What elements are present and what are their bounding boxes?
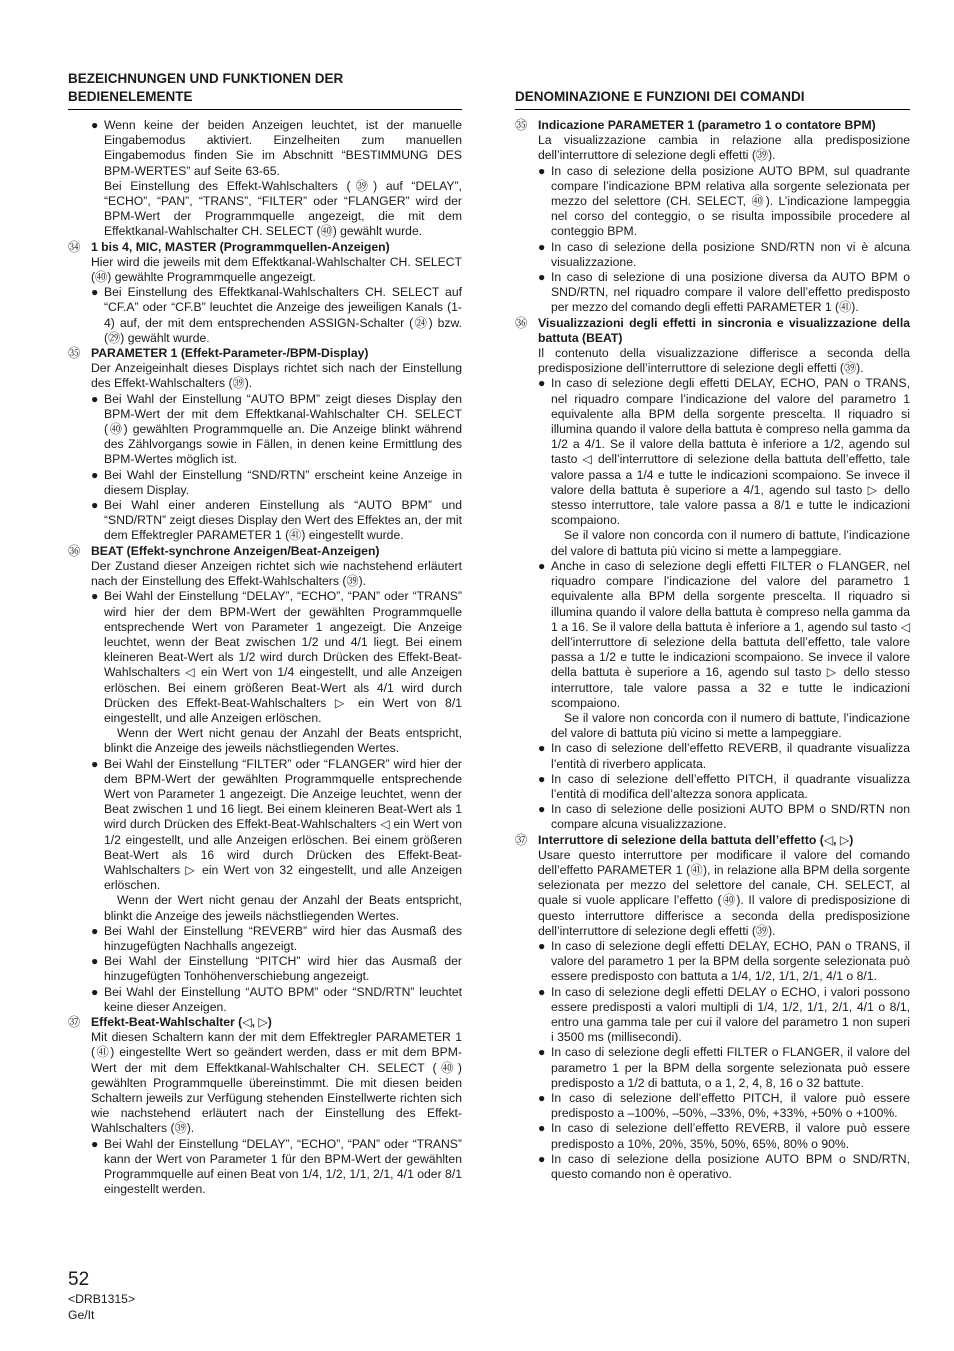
bullet-icon: ●	[91, 984, 99, 999]
bullet-text: In caso di selezione dell’effetto PITCH, il quadrante visualizza l’entità di modifica dell’altezza sonora applicata.	[551, 771, 910, 801]
heading-rule	[68, 109, 462, 110]
left-body	[68, 118, 462, 1197]
bullet-item	[68, 757, 462, 894]
bullet-text: Bei Wahl der Einstellung “DELAY”, “ECHO”, “PAN” oder “TRANS” wird hier der dem BPM-Wert der gewählten Programmquelle entsprechende Wert von Parameter 1 angezeigt. Die Anzeige leuchtet, wenn der Beat zwischen 1/2 und 4/1 liegt. Bei einem kleineren Beat-Wert als 1/2 wird durch Drücken des Effekt-Beat-Wahlschalters ◁ ein Wert von 1/4 eingestellt, und alle Anzeigen erlöschen. Bei einem größeren Beat-Wert als 4/1 wird durch Drücken des Effekt-Beat-Wahlschalters ▷ ein Wert von 8/1 eingestellt, und alle Anzeigen erlöschen.	[104, 589, 462, 725]
item-title: 1 bis 4, MIC, MASTER (Programmquellen-Anzeigen)	[91, 239, 390, 254]
bullet-icon: ●	[538, 741, 546, 756]
bullet-item	[68, 285, 462, 346]
bullet-item	[515, 1121, 910, 1151]
body-paragraph: Wenn der Wert nicht genau der Anzahl der Beats entspricht, blinkt die Anzeige des jeweils nächstliegenden Wertes.	[104, 893, 462, 923]
item-heading	[68, 544, 462, 559]
item-number: ㊱	[68, 543, 81, 558]
bullet-item	[515, 240, 910, 270]
section-heading: DENOMINAZIONE E FUNZIONI DEI COMANDI	[515, 89, 805, 104]
item-heading	[68, 346, 462, 361]
bullet-text: Bei Wahl der Einstellung “FILTER” oder “FLANGER” wird hier der dem BPM-Wert der gewählten Programmquelle entsprechende Wert von Parameter 1 angezeigt. Die Anzeige leuchtet, wenn der Beat zwischen 1 und 16 liegt. Bei einem kleineren Beat-Wert als 1 wird durch Drücken des Effekt-Beat-Wahlschalters ◁ ein Wert von 1/2 eingestellt, und alle Anzeigen erlöschen. Bei einem größeren Beat-Wert als 16 wird durch Drücken des Effekt-Beat-Wahlschalters ▷ ein Wert von 32 eingestellt, und alle Anzeigen erlöschen.	[104, 756, 462, 893]
bullet-item	[68, 498, 462, 544]
bullet-item	[68, 954, 462, 984]
bullet-item	[68, 468, 462, 498]
body-paragraph: Usare questo interruttore per modificare il valore del comando dell’effetto PARAMETER 1 (㊶), in relazione alla BPM della sorgente selezionata per mezzo del selettore del canale, CH. SELECT, al quale si vuole applicare l’effetto (㊵). Il valore di predisposizione di questo interruttore differisce a seconda della predisposizione dell’interruttore di selezione degli effetti (㊴).	[538, 847, 910, 938]
bullet-item	[68, 589, 462, 726]
body-paragraph: Bei Einstellung des Effekt-Wahlschalters (㊴) auf “DELAY”, “ECHO”, “PAN”, “TRANS”, “FILTER” oder “FLANGER” wird der BPM-Wert der Programmquelle angezeigt, die mit dem Effektkanal-Wahlschalter CH. SELECT (㊵) gewählt wurde.	[104, 178, 462, 239]
page-number: 52	[68, 1269, 90, 1290]
bullet-text: Wenn keine der beiden Anzeigen leuchtet, ist der manuelle Eingabemodus aktiviert. Einzelheiten zum manuellen Eingabemodus finden Sie im Abschnitt “BESTIMMUNG DES BPM-WERTES” auf Seite 63-65.	[104, 118, 462, 178]
bullet-item	[515, 1152, 910, 1182]
bullet-text: Bei Wahl der Einstellung “SND/RTN” erscheint keine Anzeige in diesem Display.	[104, 467, 462, 497]
item-number: ㊲	[68, 1014, 81, 1029]
bullet-item	[68, 1137, 462, 1198]
bullet-icon: ●	[538, 239, 546, 254]
language-code: Ge/It	[68, 1307, 95, 1322]
bullet-text: In caso di selezione degli effetti DELAY, ECHO, PAN o TRANS, nel riquadro compare l’indicazione del valore del parametro 1 equivalente alla BPM della sorgente prescelta. Il riquadro si illumina quando il valore della battuta è compreso nella gamma da 1/2 a 4/1. Se il valore della battuta è inferiore a 1/2, agendo sul tasto ◁ dell’interruttore di selezione della battuta dell’effetto, tale valore passa a 1/4 e tutte le indicazioni scompaiono. Se invece il valore della battuta è superiore a 4/1, agendo sul tasto ▷ dello stesso interruttore, tale valore passa a 8/1 e tutte le indicazioni scompaiono.	[551, 376, 910, 528]
bullet-text: In caso di selezione della posizione AUTO BPM, sul quadrante compare l’indicazione BPM relativa alla sorgente selezionata per mezzo del selettore (CH. SELECT, ㊵). L’indicazione lampeggia nel corso del conteggio, o se risulta impossibile procedere al conteggio BPM.	[551, 163, 910, 239]
right-body	[515, 118, 910, 1182]
bullet-item	[515, 985, 910, 1046]
bullet-text: In caso di selezione degli effetti DELAY, ECHO, PAN o TRANS, il valore del parametro 1 per la BPM della sorgente selezionata può essere predisposto con battuta a 1/4, 1/2, 1/1, 2/1, 4/1 o 8/1.	[551, 938, 910, 984]
bullet-icon: ●	[91, 467, 99, 482]
item-number: ㊱	[515, 315, 528, 330]
bullet-icon: ●	[538, 376, 546, 391]
bullet-text: In caso di selezione degli effetti FILTER o FLANGER, il valore del parametro 1 per la BPM della sorgente selezionata può essere predisposto a 1/2 di battuta, o a 1, 2, 4, 8, 16 o 32 battute.	[551, 1045, 910, 1090]
body-paragraph: Se il valore non concorda con il numero di battute, l’indicazione del valore di battuta più vicino si mette a lampeggiare.	[551, 710, 910, 741]
item-number: ㉟	[515, 118, 528, 132]
bullet-text: Bei Einstellung des Effektkanal-Wahlschalters CH. SELECT auf “CF.A” oder “CF.B” leuchtet die Anzeige des jeweiligen Kanals (1-4) auf, der mit dem entsprechenden ASSIGN-Schalter (㉔) bzw. (㉙) gewählt wurde.	[104, 285, 462, 345]
bullet-icon: ●	[91, 954, 99, 969]
bullet-icon: ●	[538, 1151, 546, 1166]
bullet-item	[515, 802, 910, 832]
body-paragraph: Se il valore non concorda con il numero di battute, l’indicazione del valore di battuta più vicino si mette a lampeggiare.	[551, 528, 910, 558]
bullet-icon: ●	[91, 391, 99, 406]
bullet-icon: ●	[91, 118, 99, 132]
bullet-icon: ●	[538, 1121, 546, 1136]
bullet-icon: ●	[538, 802, 546, 817]
bullet-item	[515, 772, 910, 802]
bullet-icon: ●	[538, 558, 546, 573]
bullet-item	[515, 559, 910, 711]
bullet-text: Bei Wahl der Einstellung “AUTO BPM” zeigt dieses Display den BPM-Wert der mit dem Effektkanal-Wahlschalter CH. SELECT (㊵) gewählten Programmquelle an. Die Anzeige blinkt während des Zählvorgangs sowie in Fällen, in denen keine Ermittlung des BPM-Wertes möglich ist.	[104, 391, 462, 467]
page-footer	[68, 1268, 135, 1323]
bullet-item	[68, 924, 462, 954]
right-column	[515, 68, 910, 1182]
bullet-item	[515, 1045, 910, 1091]
bullet-text: Anche in caso di selezione degli effetti FILTER o FLANGER, nel riquadro compare l’indicazione del valore del parametro 1 equivalente alla BPM della sorgente prescelta. Il riquadro si illumina quando il valore della battuta è compreso nella gamma da 1 a 16. Se il valore della battuta è inferiore a 1, agendo sul tasto ◁ dell’interruttore di selezione della battuta dell’effetto, tale valore passa a 1/2 e tutte le indicazioni scompaiono. Se invece il valore della battuta è superiore a 16, agendo sul tasto ▷ dello stesso interruttore, tale valore passa a 32 e tutte le indicazioni scompaiono.	[551, 558, 910, 710]
item-heading	[68, 1015, 462, 1030]
bullet-item	[68, 118, 462, 179]
body-paragraph: Hier wird die jeweils mit dem Effektkanal-Wahlschalter CH. SELECT (㊵) gewählte Programmquelle angezeigt.	[91, 254, 462, 285]
item-title: PARAMETER 1 (Effekt-Parameter-/BPM-Display)	[91, 346, 369, 361]
item-number: ㉟	[68, 346, 81, 361]
bullet-text: Bei Wahl der Einstellung “AUTO BPM” oder “SND/RTN” leuchtet keine dieser Anzeigen.	[104, 984, 462, 1014]
left-column	[68, 68, 462, 1197]
item-number: ㉞	[68, 239, 81, 254]
item-heading	[515, 833, 910, 848]
heading-rule	[515, 109, 910, 110]
bullet-text: Bei Wahl der Einstellung “PITCH” wird hier das Ausmaß der hinzugefügten Tonhöhenverschiebung angezeigt.	[104, 954, 462, 984]
bullet-icon: ●	[538, 771, 546, 786]
section-heading: BEZEICHNUNGEN UND FUNKTIONEN DER BEDIENELEMENTE	[68, 71, 344, 104]
bullet-text: Bei Wahl einer anderen Einstellung als “AUTO BPM” und “SND/RTN” zeigt dieses Display den Wert des Effektes an, der mit dem Effektregler PARAMETER 1 (㊶) eingestellt wurde.	[104, 498, 462, 543]
bullet-text: Bei Wahl der Einstellung “DELAY”, “ECHO”, “PAN” oder “TRANS” kann der Wert von Parameter 1 für den BPM-Wert der gewählten Programmquelle auf einen Beat von 1/4, 1/2, 1/1, 2/1, 4/1 oder 8/1 eingestellt werden.	[104, 1136, 462, 1197]
bullet-item	[68, 392, 462, 468]
bullet-text: In caso di selezione dell’effetto REVERB, il valore può essere predisposto a 10%, 20%, 35%, 50%, 65%, 80% o 90%.	[551, 1121, 910, 1151]
bullet-item	[515, 270, 910, 316]
bullet-item	[515, 939, 910, 985]
bullet-text: In caso di selezione dell’effetto PITCH, il valore può essere predisposto a –100%, –50%, –33%, 0%, +33%, +50% o +100%.	[551, 1091, 910, 1121]
item-heading	[515, 118, 910, 133]
item-heading	[68, 240, 462, 255]
body-paragraph: Il contenuto della visualizzazione differisce a seconda della predisposizione dell’interruttore di selezione degli effetti (㊴).	[538, 346, 910, 376]
bullet-icon: ●	[91, 1136, 99, 1151]
bullet-text: In caso di selezione degli effetti DELAY o ECHO, i valori possono essere predisposti a valori multipli di 1/4, 1/2, 1/1, 2/1, 4/1 o 8/1, entro una gamma tale per cui il valore del parametro 1 non superi i 3500 ms (millisecondi).	[551, 984, 910, 1045]
bullet-icon: ●	[91, 923, 99, 938]
bullet-item	[515, 741, 910, 771]
bullet-icon: ●	[538, 270, 546, 285]
bullet-icon: ●	[538, 1091, 546, 1105]
bullet-icon: ●	[538, 1045, 546, 1060]
item-number: ㊲	[515, 832, 528, 847]
bullet-item	[515, 376, 910, 528]
body-paragraph: Der Zustand dieser Anzeigen richtet sich wie nachstehend erläutert nach der Einstellung des Effekt-Wahlschalters (㊴).	[91, 558, 462, 589]
bullet-text: In caso di selezione di una posizione diversa da AUTO BPM o SND/RTN, nel riquadro compare il valore dell’effetto predisposto per mezzo del comando degli effetti PARAMETER 1 (㊶).	[551, 270, 910, 315]
bullet-text: Bei Wahl der Einstellung “REVERB” wird hier das Ausmaß des hinzugefügten Nachhalls angezeigt.	[104, 923, 462, 953]
bullet-text: In caso di selezione della posizione AUTO BPM o SND/RTN, questo comando non è operativo.	[551, 1151, 910, 1182]
item-heading	[515, 316, 910, 346]
bullet-icon: ●	[91, 589, 99, 604]
item-title: Interruttore di selezione della battuta dell’effetto (◁, ▷)	[538, 832, 854, 847]
bullet-icon: ●	[91, 285, 99, 300]
bullet-icon: ●	[538, 984, 546, 999]
bullet-icon: ●	[91, 498, 99, 513]
bullet-item	[68, 985, 462, 1015]
bullet-icon: ●	[538, 938, 546, 953]
item-title: Indicazione PARAMETER 1 (parametro 1 o contatore BPM)	[538, 118, 876, 132]
bullet-item	[515, 164, 910, 240]
item-title: Visualizzazioni degli effetti in sincronia e visualizzazione della battuta (BEAT)	[538, 315, 910, 345]
body-paragraph: Der Anzeigeinhalt dieses Displays richtet sich nach der Einstellung des Effekt-Wahlschalters (㊴).	[91, 361, 462, 391]
bullet-icon: ●	[91, 756, 99, 771]
bullet-icon: ●	[538, 163, 546, 178]
item-title: BEAT (Effekt-synchrone Anzeigen/Beat-Anzeigen)	[91, 543, 380, 558]
body-paragraph: Wenn der Wert nicht genau der Anzahl der Beats entspricht, blinkt die Anzeige des jeweils nächstliegenden Wertes.	[104, 726, 462, 756]
bullet-text: In caso di selezione dell’effetto REVERB, il quadrante visualizza l’entità di riverbero applicata.	[551, 741, 910, 771]
bullet-text: In caso di selezione della posizione SND/RTN non vi è alcuna visualizzazione.	[551, 239, 910, 269]
document-code: <DRB1315>	[68, 1292, 136, 1306]
body-paragraph: La visualizzazione cambia in relazione alla predisposizione dell’interruttore di selezione degli effetti (㊴).	[538, 133, 910, 163]
body-paragraph: Mit diesen Schaltern kann der mit dem Effektregler PARAMETER 1 (㊶) eingestellte Wert so geändert werden, dass er mit dem BPM-Wert der mit dem Effektkanal-Wahlschalter CH. SELECT (㊵) gewählten Programmquelle übereinstimmt. Die mit diesen beiden Schaltern jeweils zur Verfügung stehenden Einstellwerte richten sich wie nachstehend erläutert nach der Einstellung des Effekt-Wahlschalters (㊴).	[91, 1030, 462, 1136]
bullet-item	[515, 1091, 910, 1121]
item-title: Effekt-Beat-Wahlschalter (◁, ▷)	[91, 1014, 272, 1029]
bullet-text: In caso di selezione delle posizioni AUTO BPM o SND/RTN non compare alcuna visualizzazione.	[551, 802, 910, 832]
